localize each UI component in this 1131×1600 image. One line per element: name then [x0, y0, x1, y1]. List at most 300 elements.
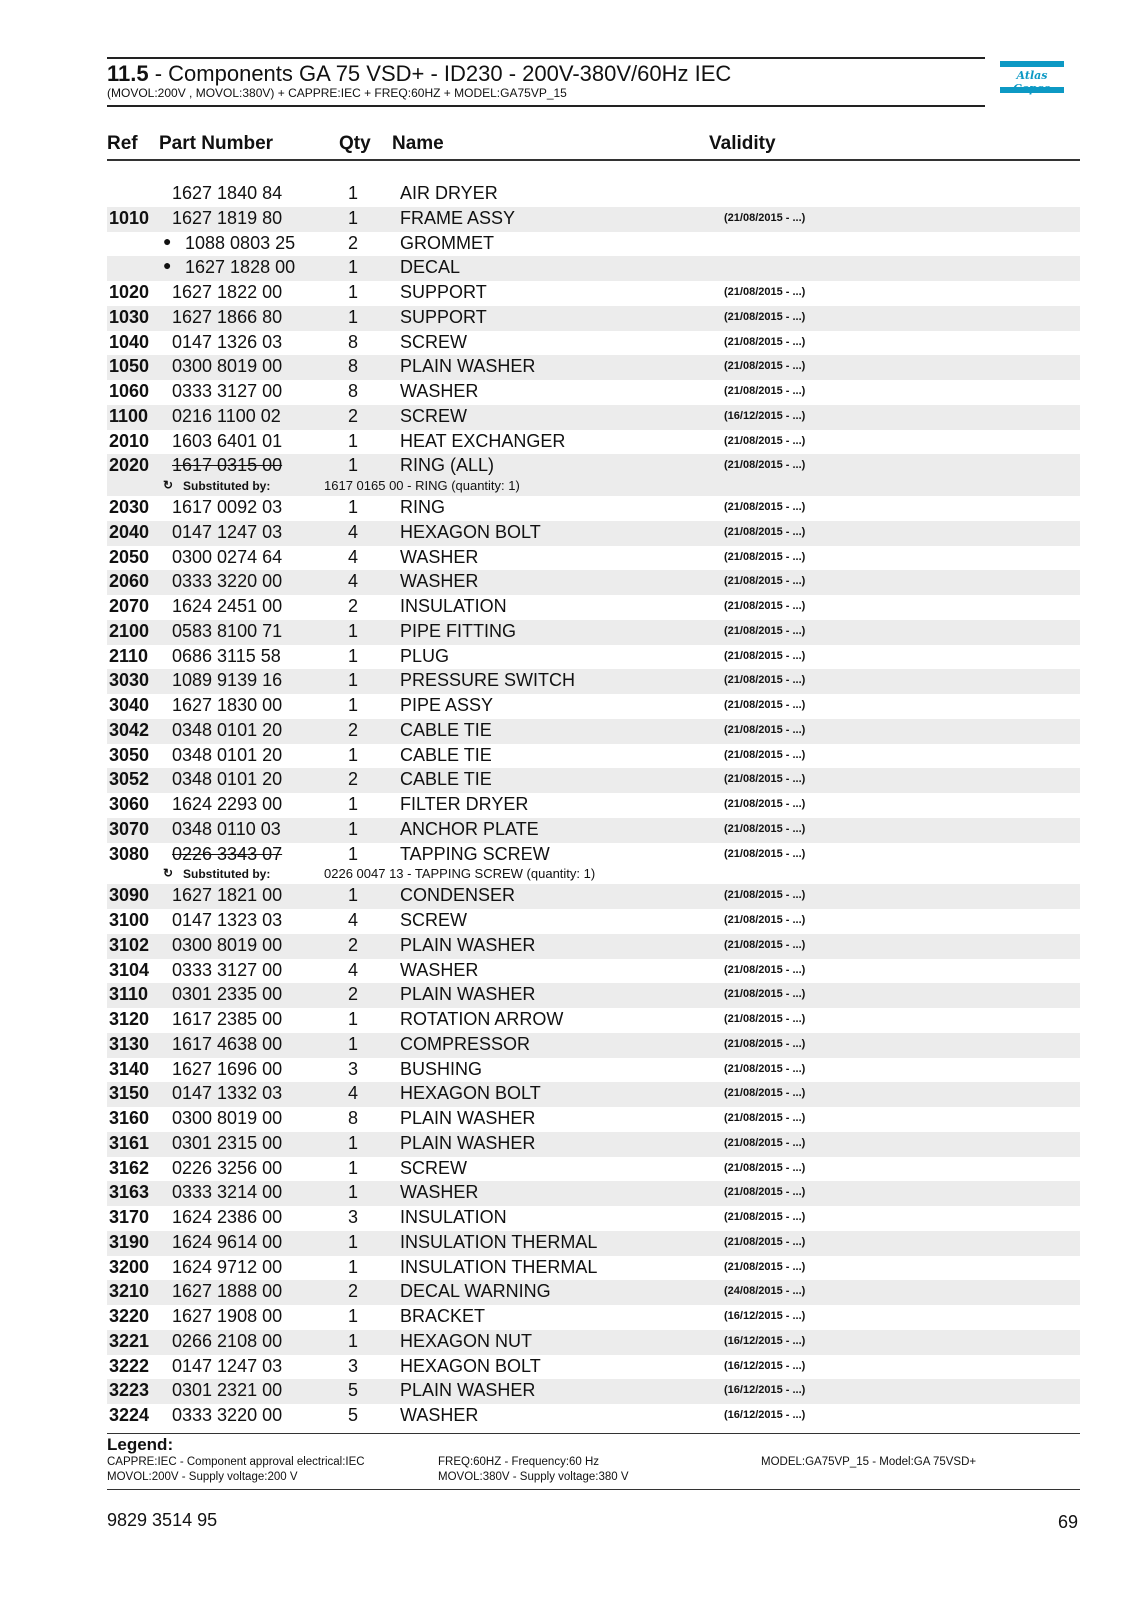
name-cell: INSULATION	[400, 1207, 507, 1227]
qty-cell: 1	[347, 843, 358, 864]
table-row	[107, 570, 1080, 595]
name-cell: WASHER	[400, 1405, 479, 1425]
table-row	[107, 306, 1080, 331]
part-number-cell: 0147 1247 03	[172, 1355, 283, 1376]
qty-cell: 1	[347, 1330, 358, 1351]
part-number-cell: 1624 2451 00	[172, 596, 283, 616]
validity-cell: (21/08/2015 - ...)	[724, 798, 806, 810]
page-number: 69	[1058, 1512, 1079, 1532]
name-cell: INSULATION	[400, 596, 507, 616]
table-row	[107, 1181, 1080, 1206]
validity-cell: (21/08/2015 - ...)	[724, 649, 806, 662]
table-row	[107, 1404, 1080, 1429]
ref-cell: 1030	[109, 306, 150, 327]
part-number-cell: 1603 6401 01	[172, 430, 283, 451]
ref-cell: 2100	[109, 620, 150, 641]
table-row	[107, 1231, 1080, 1256]
name-cell: COMPRESSOR	[400, 1033, 531, 1054]
part-number-cell: 1627 1822 00	[172, 282, 283, 302]
table-row	[107, 1330, 1080, 1355]
ref-cell: 3130	[109, 1033, 150, 1054]
name-cell: CABLE TIE	[400, 719, 492, 740]
table-row	[107, 454, 1080, 479]
qty-cell: 1	[347, 257, 358, 278]
name-cell: DECAL WARNING	[400, 1281, 551, 1302]
part-number-cell: 0300 8019 00	[172, 1108, 283, 1128]
part-number-cell: 0333 3214 00	[172, 1182, 283, 1203]
ref-cell: 3080	[109, 843, 150, 864]
table-row	[107, 768, 1080, 793]
ref-cell: 3030	[109, 670, 150, 691]
part-number-cell: 1624 2386 00	[172, 1207, 283, 1227]
name-cell: PLUG	[400, 645, 450, 666]
part-number-cell: 0300 8019 00	[172, 934, 283, 955]
ref-cell: 3060	[109, 794, 150, 814]
table-row	[107, 959, 1080, 984]
table-row	[107, 793, 1080, 818]
validity-cell: (21/08/2015 - ...)	[724, 385, 806, 397]
table-row	[107, 1008, 1080, 1033]
validity-cell: (21/08/2015 - ...)	[724, 1062, 806, 1075]
qty-cell: 2	[347, 1281, 358, 1302]
ref-cell: 1010	[109, 207, 150, 228]
ref-cell: 2040	[109, 521, 150, 542]
logo-text: Atlas	[1016, 69, 1048, 82]
part-number-cell: 1617 4638 00	[172, 1033, 283, 1054]
part-number-cell: 0333 3127 00	[172, 381, 283, 401]
name-cell: FILTER DRYER	[400, 794, 529, 814]
substitute-icon: ↻	[163, 478, 174, 492]
part-number-cell: 1617 0315 00	[172, 455, 283, 476]
table-row	[107, 331, 1080, 356]
part-number-cell: 1627 1830 00	[172, 695, 283, 715]
qty-cell: 4	[347, 1083, 358, 1104]
table-row	[107, 818, 1080, 843]
qty-cell: 2	[347, 232, 358, 253]
name-cell: ROTATION ARROW	[400, 1009, 564, 1029]
validity-cell: (16/12/2015 - ...)	[724, 1310, 806, 1322]
qty-cell: 1	[347, 885, 358, 906]
qty-cell: 3	[347, 1058, 358, 1079]
table-row	[107, 430, 1080, 455]
legend-item: CAPPRE:IEC - Component approval electrical:IEC	[107, 1456, 365, 1468]
ref-cell: 3050	[109, 744, 150, 765]
part-number-cell: 0147 1332 03	[172, 1083, 283, 1104]
name-cell: CABLE TIE	[400, 769, 492, 790]
part-number-cell: 1624 2293 00	[172, 794, 283, 814]
validity-cell: (21/08/2015 - ...)	[724, 1186, 806, 1199]
ref-cell: 3160	[109, 1108, 150, 1128]
legend	[107, 1433, 1080, 1490]
qty-cell: 2	[347, 405, 358, 426]
validity-cell: (21/08/2015 - ...)	[724, 699, 806, 711]
name-cell: AIR DRYER	[400, 183, 498, 203]
name-cell: SCREW	[400, 405, 467, 426]
name-cell: SCREW	[400, 331, 467, 352]
ref-cell: 1100	[109, 405, 149, 426]
ref-cell: 2110	[109, 645, 149, 666]
substitution-row	[107, 867, 1080, 884]
validity-cell: (21/08/2015 - ...)	[724, 674, 806, 687]
validity-cell: (21/08/2015 - ...)	[724, 1136, 806, 1149]
name-cell: SCREW	[400, 910, 467, 930]
qty-cell: 8	[347, 356, 358, 377]
substituted-label: Substituted by:	[183, 867, 271, 882]
part-number-cell: 1088 0803 25	[185, 232, 296, 253]
part-number-cell: 0348 0101 20	[172, 769, 283, 790]
name-cell: RING	[400, 497, 445, 517]
name-cell: HEXAGON BOLT	[400, 521, 541, 542]
name-cell: HEXAGON BOLT	[400, 1083, 541, 1104]
name-cell: PLAIN WASHER	[400, 1380, 536, 1401]
validity-cell: (21/08/2015 - ...)	[724, 889, 806, 902]
substitute-part: 0226 0047 13 - TAPPING SCREW (quantity: 1)	[324, 866, 596, 882]
table-row	[107, 620, 1080, 645]
bullet-icon: ●	[163, 232, 172, 249]
ref-cell: 2010	[109, 430, 150, 451]
validity-cell: (16/12/2015 - ...)	[724, 1334, 806, 1347]
validity-cell: (16/12/2015 - ...)	[724, 1409, 806, 1421]
table-row	[107, 719, 1080, 744]
ref-cell: 3200	[109, 1256, 150, 1277]
qty-cell: 4	[347, 546, 358, 567]
table-row	[107, 1355, 1080, 1380]
page-title	[107, 61, 731, 87]
part-number-cell: 1627 1828 00	[185, 257, 296, 278]
ref-cell: 3042	[109, 719, 150, 740]
validity-cell: (21/08/2015 - ...)	[724, 1013, 806, 1025]
validity-cell: (21/08/2015 - ...)	[724, 335, 806, 348]
legend-title: Legend:	[107, 1435, 174, 1454]
table-row	[107, 884, 1080, 909]
validity-cell: (21/08/2015 - ...)	[724, 1112, 806, 1124]
qty-cell: 1	[347, 183, 358, 203]
qty-cell: 1	[347, 818, 358, 839]
name-cell: PLAIN WASHER	[400, 984, 536, 1005]
table-row	[107, 669, 1080, 694]
col-name: Name	[392, 133, 444, 154]
validity-cell: (21/08/2015 - ...)	[724, 575, 806, 588]
qty-cell: 1	[347, 430, 358, 451]
qty-cell: 1	[347, 207, 358, 228]
qty-cell: 1	[347, 306, 358, 327]
name-cell: BUSHING	[400, 1058, 483, 1079]
validity-cell: (21/08/2015 - ...)	[724, 211, 806, 224]
validity-cell: (21/08/2015 - ...)	[724, 1260, 806, 1273]
part-number-cell: 0216 1100 02	[172, 405, 281, 426]
ref-cell: 3104	[109, 959, 150, 980]
ref-cell: 3224	[109, 1405, 150, 1425]
qty-cell: 4	[347, 959, 358, 980]
part-number-cell: 0333 3220 00	[172, 1405, 283, 1425]
part-number-cell: 0583 8100 71	[172, 620, 283, 641]
part-number-cell: 1627 1819 80	[172, 207, 283, 228]
table-row	[107, 1132, 1080, 1157]
validity-cell: (21/08/2015 - ...)	[724, 501, 806, 513]
validity-cell: (21/08/2015 - ...)	[724, 847, 806, 860]
part-number-cell: 0348 0101 20	[172, 744, 283, 765]
validity-cell: (21/08/2015 - ...)	[724, 1161, 806, 1174]
substituted-label: Substituted by:	[183, 479, 271, 493]
name-cell: PIPE FITTING	[400, 620, 517, 641]
qty-cell: 1	[347, 645, 358, 666]
qty-cell: 8	[347, 1108, 358, 1128]
qty-cell: 4	[347, 910, 358, 930]
validity-cell: (21/08/2015 - ...)	[724, 286, 806, 298]
validity-cell: (16/12/2015 - ...)	[724, 409, 806, 422]
col-qty: Qty	[339, 133, 371, 154]
table-header	[107, 133, 1080, 161]
name-cell: WASHER	[400, 959, 479, 980]
bullet-icon: ●	[163, 257, 172, 274]
document-number: 9829 3514 95	[107, 1510, 218, 1530]
part-number-cell: 1627 1840 84	[172, 183, 283, 203]
part-number-cell: 1627 1908 00	[172, 1306, 283, 1326]
part-number-cell: 0301 2315 00	[172, 1132, 283, 1153]
part-number-cell: 1617 0092 03	[172, 497, 283, 517]
ref-cell: 3100	[109, 910, 150, 930]
table-row	[107, 934, 1080, 959]
qty-cell: 1	[347, 1231, 358, 1252]
qty-cell: 1	[347, 744, 358, 765]
ref-cell: 3040	[109, 695, 150, 715]
part-number-cell: 1617 2385 00	[172, 1009, 283, 1029]
validity-cell: (21/08/2015 - ...)	[724, 1211, 806, 1223]
ref-cell: 3140	[109, 1058, 150, 1079]
name-cell: RING (ALL)	[400, 455, 495, 476]
table-row	[107, 909, 1080, 934]
validity-cell: (21/08/2015 - ...)	[724, 988, 806, 1001]
qty-cell: 1	[347, 282, 358, 302]
parts-table	[107, 182, 1080, 1429]
name-cell: PLAIN WASHER	[400, 1132, 536, 1153]
part-number-cell: 0147 1323 03	[172, 910, 283, 930]
validity-cell: (21/08/2015 - ...)	[724, 914, 806, 926]
legend-item: MOVOL:380V - Supply voltage:380 V	[438, 1471, 629, 1483]
part-number-cell: 0333 3127 00	[172, 959, 283, 980]
legend-item: FREQ:60HZ - Frequency:60 Hz	[438, 1456, 600, 1468]
qty-cell: 2	[347, 984, 358, 1005]
qty-cell: 2	[347, 719, 358, 740]
part-number-cell: 0348 0101 20	[172, 719, 283, 740]
table-row	[107, 182, 1080, 207]
table-row	[107, 496, 1080, 521]
table-row	[107, 1379, 1080, 1404]
qty-cell: 2	[347, 934, 358, 955]
name-cell: PIPE ASSY	[400, 695, 494, 715]
name-cell: BRACKET	[400, 1306, 486, 1326]
validity-cell: (21/08/2015 - ...)	[724, 963, 806, 976]
name-cell: TAPPING SCREW	[400, 843, 550, 864]
part-number-cell: 0333 3220 00	[172, 571, 283, 592]
part-number-cell: 1627 1821 00	[172, 885, 283, 906]
qty-cell: 1	[347, 1306, 358, 1326]
part-number-cell: 0301 2335 00	[172, 984, 283, 1005]
atlas-copco-logo	[1000, 61, 1064, 95]
qty-cell: 1	[347, 794, 358, 814]
table-row	[107, 546, 1080, 571]
table-row	[107, 207, 1080, 232]
ref-cell: 2050	[109, 546, 150, 567]
page-subtitle: (MOVOL:200V , MOVOL:380V) + CAPPRE:IEC + FREQ:60HZ + MODEL:GA75VP_15	[107, 86, 567, 100]
table-row	[107, 1256, 1080, 1281]
name-cell: INSULATION THERMAL	[400, 1231, 598, 1252]
qty-cell: 2	[347, 596, 358, 616]
name-cell: WASHER	[400, 571, 479, 592]
ref-cell: 3222	[109, 1355, 150, 1376]
table-row	[107, 1305, 1080, 1330]
validity-cell: (21/08/2015 - ...)	[724, 822, 806, 835]
page-header	[107, 57, 985, 107]
name-cell: SUPPORT	[400, 306, 487, 327]
ref-cell: 3052	[109, 769, 150, 790]
ref-cell: 3170	[109, 1207, 150, 1227]
validity-cell: (21/08/2015 - ...)	[724, 1037, 806, 1050]
ref-cell: 3210	[109, 1281, 150, 1302]
ref-cell: 2070	[109, 596, 150, 616]
qty-cell: 3	[347, 1355, 358, 1376]
qty-cell: 5	[347, 1405, 358, 1425]
ref-cell: 3120	[109, 1009, 150, 1029]
validity-cell: (21/08/2015 - ...)	[724, 773, 806, 786]
table-row	[107, 1058, 1080, 1083]
ref-cell: 2060	[109, 571, 150, 592]
table-row	[107, 744, 1080, 769]
part-number-cell: 0266 2108 00	[172, 1330, 283, 1351]
table-row	[107, 1082, 1080, 1107]
name-cell: HEXAGON BOLT	[400, 1355, 541, 1376]
ref-cell: 3150	[109, 1083, 150, 1104]
validity-cell: (21/08/2015 - ...)	[724, 600, 806, 612]
part-number-cell: 0686 3115 58	[172, 645, 281, 666]
qty-cell: 4	[347, 571, 358, 592]
qty-cell: 4	[347, 521, 358, 542]
section-title: - Components GA 75 VSD+ - ID230 - 200V-380V/60Hz IEC	[148, 61, 732, 86]
part-number-cell: 1627 1888 00	[172, 1281, 283, 1302]
ref-cell: 3220	[109, 1306, 150, 1326]
validity-cell: (21/08/2015 - ...)	[724, 1087, 806, 1100]
name-cell: PLAIN WASHER	[400, 356, 536, 377]
validity-cell: (21/08/2015 - ...)	[724, 624, 806, 637]
logo-bar-bottom	[1000, 87, 1064, 93]
table-row	[107, 232, 1080, 257]
name-cell: FRAME ASSY	[400, 207, 516, 228]
table-row	[107, 405, 1080, 430]
table-row	[107, 595, 1080, 620]
qty-cell: 1	[347, 620, 358, 641]
ref-cell: 3221	[109, 1330, 150, 1351]
legend-item: MODEL:GA75VP_15 - Model:GA 75VSD+	[761, 1456, 977, 1468]
part-number-cell: 0147 1247 03	[172, 521, 283, 542]
name-cell: PLAIN WASHER	[400, 934, 536, 955]
substitution-row	[107, 479, 1080, 496]
logo-bar-top	[1000, 61, 1064, 67]
col-part-number: Part Number	[159, 133, 274, 154]
ref-cell: 2030	[109, 497, 150, 517]
qty-cell: 1	[347, 1132, 358, 1153]
validity-cell: (16/12/2015 - ...)	[724, 1359, 806, 1372]
table-row	[107, 983, 1080, 1008]
substitute-icon: ↻	[163, 866, 174, 881]
part-number-cell: 0348 0110 03	[172, 818, 281, 839]
ref-cell: 3102	[109, 934, 150, 955]
table-row	[107, 1033, 1080, 1058]
ref-cell: 3190	[109, 1231, 150, 1252]
name-cell: PLAIN WASHER	[400, 1108, 536, 1128]
validity-cell: (21/08/2015 - ...)	[724, 550, 806, 563]
ref-cell: 3223	[109, 1380, 150, 1401]
ref-cell: 2020	[109, 455, 150, 476]
qty-cell: 3	[347, 1207, 358, 1227]
qty-cell: 8	[347, 381, 358, 401]
table-row	[107, 694, 1080, 719]
qty-cell: 1	[347, 1182, 358, 1203]
col-validity: Validity	[709, 133, 776, 154]
table-row	[107, 1157, 1080, 1182]
qty-cell: 1	[347, 1157, 358, 1178]
part-number-cell: 1624 9712 00	[172, 1256, 283, 1277]
name-cell: PRESSURE SWITCH	[400, 670, 576, 691]
qty-cell: 1	[347, 455, 358, 476]
part-number-cell: 0301 2321 00	[172, 1380, 283, 1401]
part-number-cell: 0300 0274 64	[172, 546, 283, 567]
section-number: 11.5	[107, 61, 149, 86]
qty-cell: 1	[347, 695, 358, 715]
qty-cell: 1	[347, 1009, 358, 1029]
name-cell: CABLE TIE	[400, 744, 492, 765]
table-row	[107, 521, 1080, 546]
col-ref: Ref	[107, 133, 138, 154]
ref-cell: 1060	[109, 381, 150, 401]
ref-cell: 3162	[109, 1157, 150, 1178]
part-number-cell: 1627 1866 80	[172, 306, 283, 327]
qty-cell: 1	[347, 1033, 358, 1054]
table-row	[107, 1280, 1080, 1305]
ref-cell: 3110	[109, 984, 149, 1005]
table-row	[107, 645, 1080, 670]
qty-cell: 5	[347, 1380, 358, 1401]
substitute-part: 1617 0165 00 - RING (quantity: 1)	[324, 478, 520, 493]
validity-cell: (21/08/2015 - ...)	[724, 459, 806, 472]
part-number-cell: 1089 9139 16	[172, 670, 283, 691]
table-row	[107, 1206, 1080, 1231]
validity-cell: (21/08/2015 - ...)	[724, 938, 806, 951]
part-number-cell: 1624 9614 00	[172, 1231, 283, 1252]
ref-cell: 1020	[109, 282, 150, 302]
name-cell: WASHER	[400, 1182, 479, 1203]
part-number-cell: 0300 8019 00	[172, 356, 283, 377]
name-cell: INSULATION THERMAL	[400, 1256, 598, 1277]
name-cell: WASHER	[400, 381, 479, 401]
ref-cell: 3090	[109, 885, 150, 906]
name-cell: WASHER	[400, 546, 479, 567]
name-cell: GROMMET	[400, 232, 494, 253]
table-row	[107, 843, 1080, 868]
name-cell: SCREW	[400, 1157, 467, 1178]
ref-cell: 3161	[109, 1132, 150, 1153]
table-row	[107, 380, 1080, 405]
ref-cell: 3070	[109, 818, 150, 839]
validity-cell: (21/08/2015 - ...)	[724, 748, 806, 761]
qty-cell: 2	[347, 769, 358, 790]
qty-cell: 1	[347, 670, 358, 691]
name-cell: DECAL	[400, 257, 461, 278]
ref-cell: 1040	[109, 331, 150, 352]
name-cell: ANCHOR PLATE	[400, 818, 539, 839]
part-number-cell: 1627 1696 00	[172, 1058, 283, 1079]
validity-cell: (21/08/2015 - ...)	[724, 434, 806, 447]
validity-cell: (24/08/2015 - ...)	[724, 1285, 806, 1298]
